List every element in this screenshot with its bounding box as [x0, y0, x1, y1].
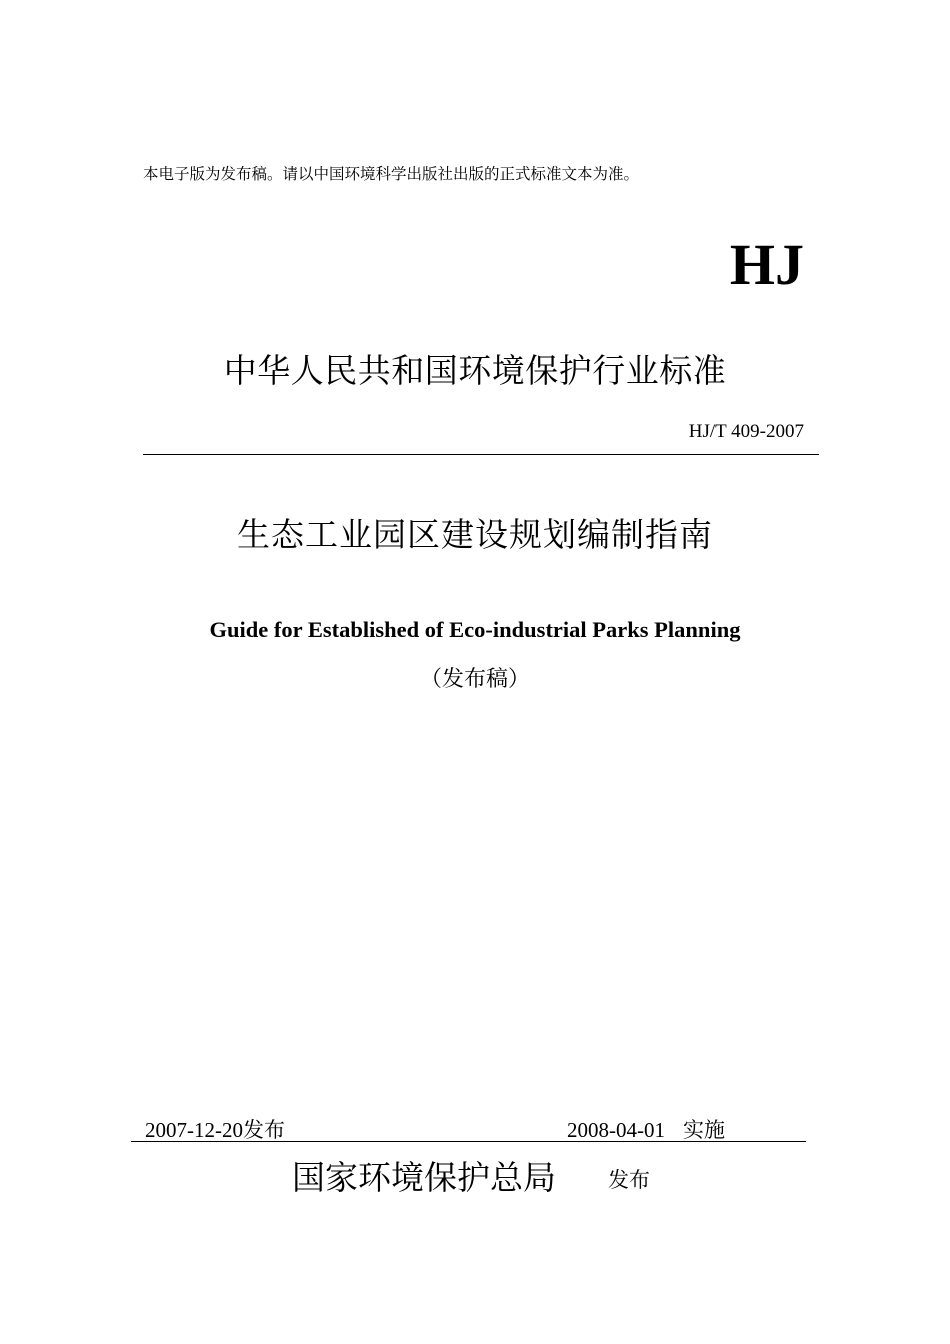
- draft-label: （发布稿）: [419, 667, 530, 692]
- implementation-date-line: [567, 1114, 725, 1144]
- issuing-authority-label: 发布: [608, 1168, 650, 1192]
- implementation-label: 实施: [683, 1118, 725, 1142]
- issue-date: 2007-12-20: [145, 1118, 243, 1142]
- issuing-authority: 国家环境保护总局: [292, 1158, 556, 1197]
- standard-number: HJ/T 409-2007: [688, 421, 804, 442]
- header-divider: [143, 454, 819, 455]
- issue-date-line: [145, 1114, 285, 1144]
- standard-category: 中华人民共和国环境保护行业标准: [223, 351, 727, 390]
- document-title-chinese: 生态工业园区建设规划编制指南: [237, 515, 713, 554]
- publication-notice: 本电子版为发布稿。请以中国环境科学出版社出版的正式标准文本为准。: [143, 165, 640, 183]
- footer-divider: [131, 1141, 806, 1142]
- implementation-date: 2008-04-01: [567, 1118, 665, 1142]
- document-title-english: Guide for Established of Eco-industrial Parks Planning: [209, 617, 741, 642]
- issue-label: 发布: [243, 1118, 285, 1142]
- hj-logo: HJ: [729, 232, 804, 297]
